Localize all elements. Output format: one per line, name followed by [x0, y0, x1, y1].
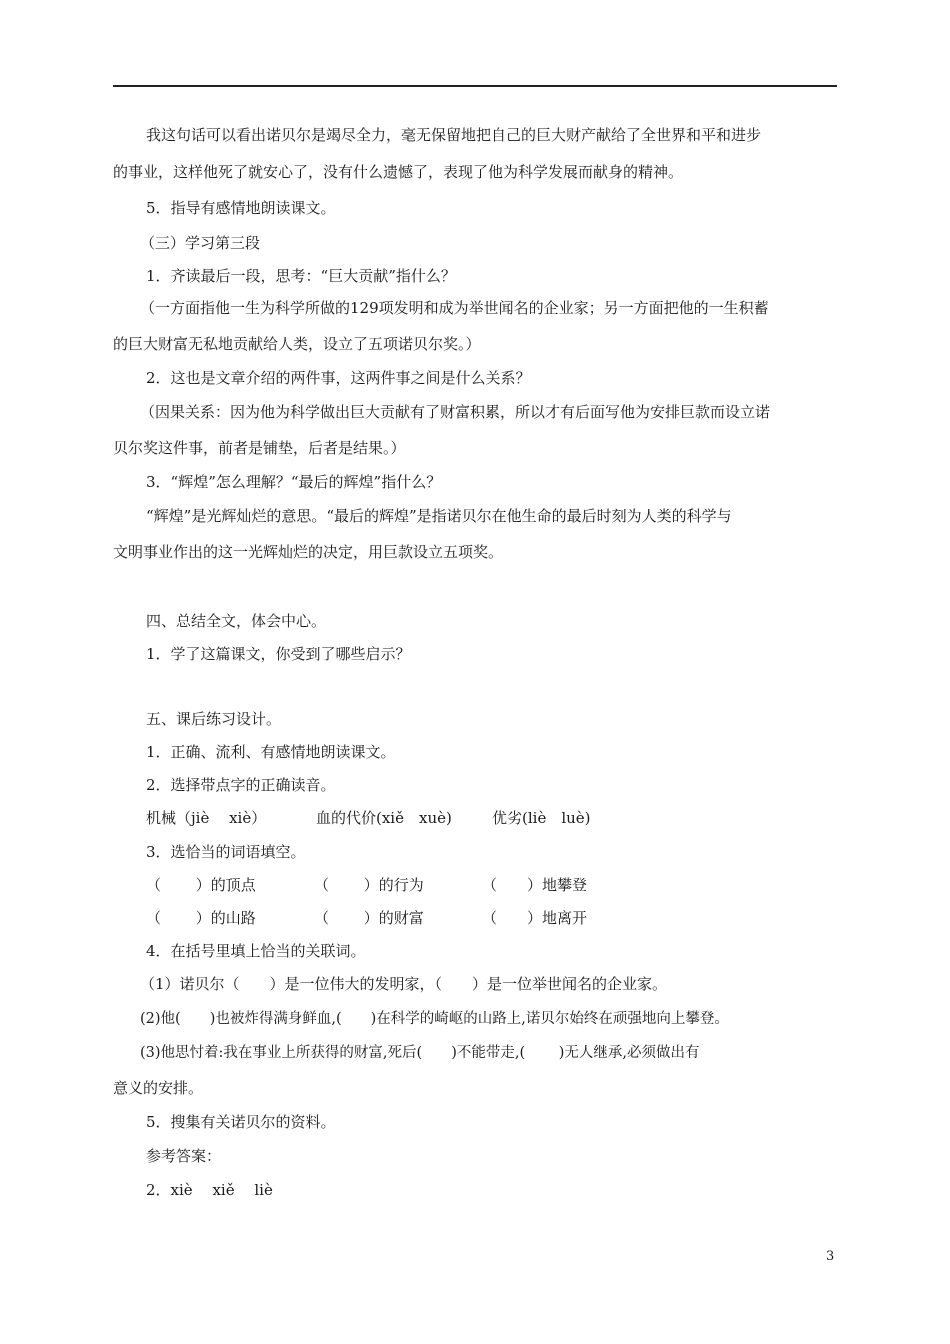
fill-blank-item: （ ）的行为 [314, 876, 424, 894]
fill-blank-item: （ ）的顶点 [146, 876, 256, 894]
header-rule [113, 85, 837, 87]
section-heading: （三）学习第三段 [140, 234, 261, 252]
section-heading: 五、课后练习设计。 [146, 710, 282, 728]
exercise-line: (3)他思忖着:我在事业上所获得的财富,死后( )不能带走,( )无人继承,必须做出有 [140, 1045, 700, 1061]
paragraph-line: 贝尔奖这件事，前者是铺垫，后者是结果。） [113, 439, 406, 457]
pinyin-choice-row [146, 807, 591, 829]
exercise-line: 意义的安排。 [113, 1079, 204, 1097]
exercise-line: 3．选恰当的词语填空。 [146, 843, 306, 861]
fill-blank-item: （ ）地离开 [482, 909, 588, 927]
fill-blank-row [146, 874, 587, 896]
fill-blank-item: （ ）地攀登 [482, 876, 588, 894]
paragraph-line: 我这句话可以看出诺贝尔是竭尽全力，毫无保留地把自己的巨大财产献给了全世界和平和进步 [146, 126, 762, 144]
paragraph-line: （一方面指他一生为科学所做的129项发明和成为举世闻名的企业家；另一方面把他的一生积蓄 [140, 299, 769, 317]
question-line: 3．“辉煌”怎么理解？“最后的辉煌”指什么？ [146, 473, 442, 491]
paragraph-line: 的事业，这样他死了就安心了，没有什么遗憾了，表现了他为科学发展而献身的精神。 [113, 163, 684, 181]
fill-blank-item: （ ）的财富 [314, 909, 424, 927]
exercise-line: 2．选择带点字的正确读音。 [146, 776, 336, 794]
pinyin-choice: 血的代价(xiě xuè) [316, 809, 452, 827]
question-line: 1．学了这篇课文，你受到了哪些启示？ [146, 645, 411, 663]
paragraph-line: 的巨大财富无私地贡献给人类，设立了五项诺贝尔奖。） [113, 335, 481, 353]
pinyin-choice: 机械（jiè xiè） [146, 809, 267, 827]
question-line: 1．齐读最后一段，思考：“巨大贡献”指什么？ [146, 267, 456, 285]
page-number: 3 [826, 1249, 835, 1264]
exercise-line: (2)他( )也被炸得满身鲜血,( )在科学的崎岖的山路上,诺贝尔始终在顽强地向上攀登。 [140, 1011, 729, 1027]
question-line: 2．这也是文章介绍的两件事，这两件事之间是什么关系？ [146, 369, 531, 387]
fill-blank-item: （ ）的山路 [146, 909, 256, 927]
answer-heading: 参考答案： [146, 1147, 222, 1165]
fill-blank-row [146, 907, 587, 929]
exercise-line: 4．在括号里填上恰当的关联词。 [146, 942, 366, 960]
exercise-line: 5．搜集有关诺贝尔的资料。 [146, 1113, 336, 1131]
paragraph-line: （因果关系：因为他为科学做出巨大贡献有了财富积累，所以才有后面写他为安排巨款而设立诺 [140, 403, 771, 421]
answer-line: 2．xiè xiě liè [146, 1181, 273, 1199]
exercise-line: 1．正确、流利、有感情地朗读课文。 [146, 743, 396, 761]
paragraph-line: 5．指导有感情地朗读课文。 [146, 199, 336, 217]
exercise-line: （1）诺贝尔（ ）是一位伟大的发明家，（ ）是一位举世闻名的企业家。 [140, 975, 668, 993]
paragraph-line: 文明事业作出的这一光辉灿烂的决定，用巨款设立五项奖。 [113, 543, 504, 561]
section-heading: 四、总结全文，体会中心。 [146, 612, 327, 630]
paragraph-line: “辉煌”是光辉灿烂的意思。“最后的辉煌”是指诺贝尔在他生命的最后时刻为人类的科学与 [146, 507, 732, 525]
pinyin-choice: 优劣(liè luè) [492, 809, 591, 827]
